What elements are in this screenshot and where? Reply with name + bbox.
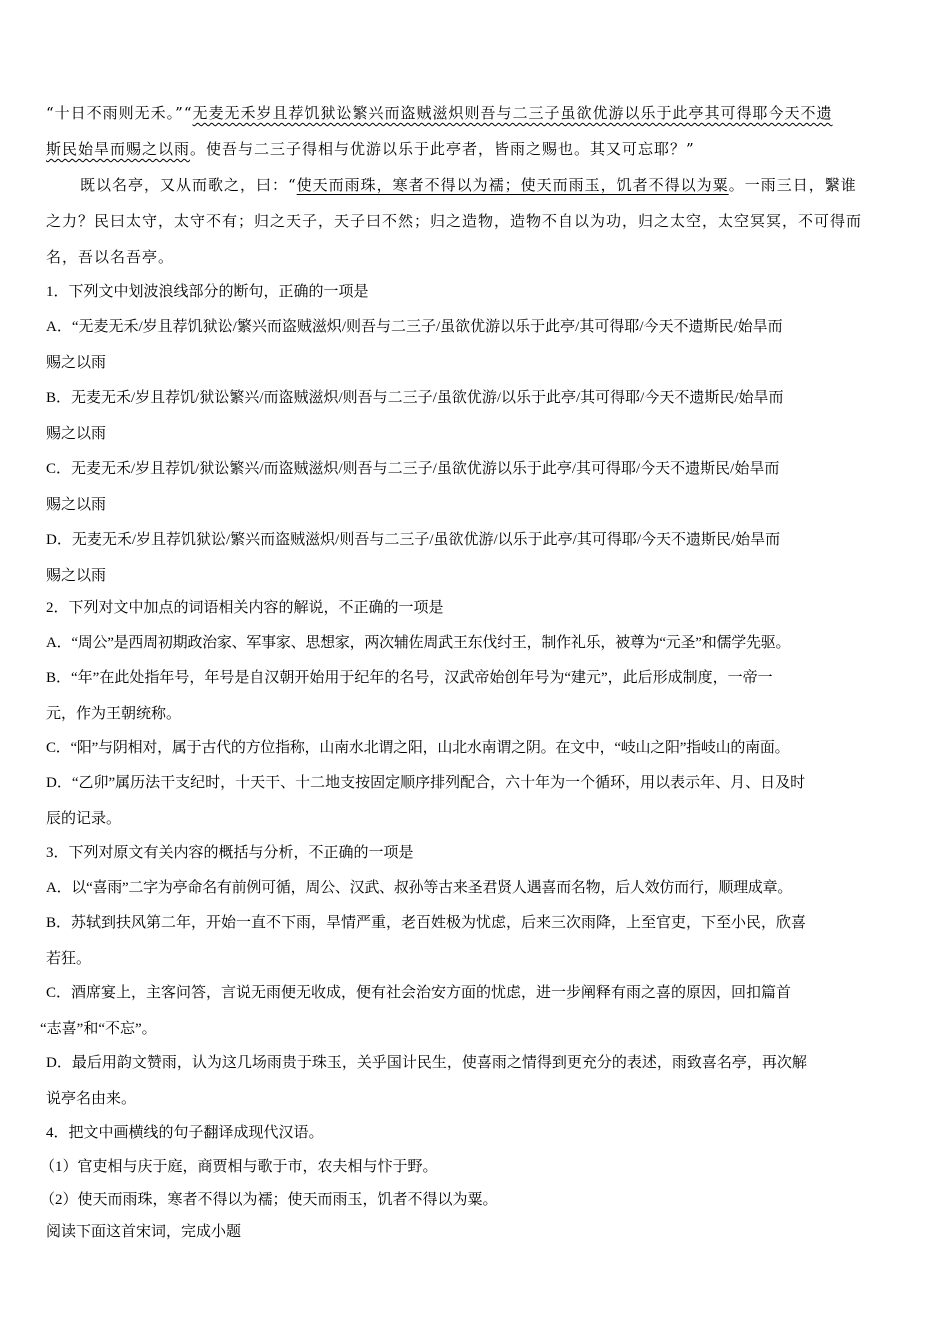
passage-quote-start: “十日不雨则无禾。”“ <box>46 104 193 122</box>
passage-underlined-sentence: 使天而雨珠，寒者不得以为襦；使天而雨玉，饥者不得以为粟 <box>296 176 729 194</box>
q3-option-c: C．酒席宴上，主客问答，言说无雨便无收成，便有社会治安方面的忧虑，进一步阐释有雨之喜的原因，回扣篇首 <box>46 985 792 1001</box>
passage-line-5: 名，吾以名吾亭。 <box>46 248 175 266</box>
q4-sentence-2: （2）使天而雨珠，寒者不得以为襦；使天而雨玉，饥者不得以为粟。 <box>40 1192 498 1208</box>
q2-option-b-cont: 元，作为王朝统称。 <box>46 706 182 722</box>
q2-option-d: D．“乙卯”属历法干支纪时，十天干、十二地支按固定顺序排列配合，六十年为一个循环，用以表示年、月、日及时 <box>46 775 806 791</box>
q1-option-c-cont: 赐之以雨 <box>46 497 107 513</box>
q1-option-a: A．“无麦无禾/岁且荐饥狱讼/繁兴而盗贼滋炽/则吾与二三子/虽欲优游以乐于此亭/其可得耶/今天不遗斯民/始旱而 <box>46 319 783 335</box>
passage-line-1 <box>46 103 833 123</box>
q1-option-b-cont: 赐之以雨 <box>46 426 107 442</box>
q2-option-d-cont: 辰的记录。 <box>46 811 122 827</box>
q2-option-b: B．“年”在此处指年号，年号是自汉朝开始用于纪年的名号，汉武帝始创年号为“建元”，此后形成制度，一帝一 <box>46 670 773 686</box>
q3-stem: 3．下列对原文有关内容的概括与分析，不正确的一项是 <box>46 845 414 861</box>
passage-wavy-sentence: 无麦无禾岁且荐饥狱讼繁兴而盗贼滋炽则吾与二三子虽欲优游以乐于此亭其可得耶今天不遗 <box>192 104 833 122</box>
q1-option-c: C．无麦无禾/岁且荐饥/狱讼繁兴/而盗贼滋炽/则吾与二三子/虽欲优游以乐于此亭/其可得耶/今天不遗斯民/始旱而 <box>46 461 780 477</box>
q4-stem: 4．把文中画横线的句子翻译成现代汉语。 <box>46 1125 324 1141</box>
next-section-intro: 阅读下面这首宋词，完成小题 <box>46 1224 242 1240</box>
passage-line-2-rest: 。使吾与二三子得相与优游以乐于此亭者，皆雨之赐也。其又可忘耶？” <box>190 140 695 158</box>
q1-stem: 1．下列文中划波浪线部分的断句，正确的一项是 <box>46 284 369 300</box>
q3-option-d-cont: 说亭名由来。 <box>46 1091 137 1107</box>
q1-option-b: B．无麦无禾/岁且荐饥/狱讼繁兴/而盗贼滋炽/则吾与二三子/虽欲优游/以乐于此亭/其可得耶/今天不遗斯民/始旱而 <box>46 390 784 406</box>
q2-option-c: C．“阳”与阴相对，属于古代的方位指称，山南水北谓之阳，山北水南谓之阴。在文中，“岐山之阳”指岐山的南面。 <box>46 740 790 756</box>
passage-line-3-end: 。一雨三日，繄谁 <box>728 176 857 194</box>
q1-option-a-cont: 赐之以雨 <box>46 355 107 371</box>
q2-stem: 2．下列对文中加点的词语相关内容的解说，不正确的一项是 <box>46 600 444 616</box>
passage-line-4: 之力？民曰太守，太守不有；归之天子，天子曰不然；归之造物，造物不自以为功，归之太空，太空冥冥，不可得而 <box>46 212 863 230</box>
passage-wavy-sentence-end: 斯民始旱而赐之以雨 <box>46 140 191 158</box>
q3-option-a: A．以“喜雨”二字为亭命名有前例可循，周公、汉武、叔孙等古来圣君贤人遇喜而名物，后人效仿而行，顺理成章。 <box>46 880 793 896</box>
q3-option-c-cont: “志喜”和“不忘”。 <box>40 1021 157 1037</box>
q3-option-b: B．苏轼到扶风第二年，开始一直不下雨，旱情严重，老百姓极为忧虑，后来三次雨降，上至官吏，下至小民，欣喜 <box>46 915 807 931</box>
q1-option-d-cont: 赐之以雨 <box>46 568 107 584</box>
passage-line-3-start: 既以名亭，又从而歌之，曰：“ <box>80 176 297 194</box>
q3-option-d: D．最后用韵文赞雨，认为这几场雨贵于珠玉，关乎国计民生，使喜雨之情得到更充分的表述，雨致喜名亭，再次解 <box>46 1055 807 1071</box>
q4-sentence-1: （1）官吏相与庆于庭，商贾相与歌于市，农夫相与忭于野。 <box>40 1159 438 1175</box>
q2-option-a: A．“周公”是西周初期政治家、军事家、思想家，两次辅佐周武王东伐纣王，制作礼乐，被尊为“元圣”和儒学先驱。 <box>46 635 791 651</box>
passage-line-2 <box>46 139 695 159</box>
passage-line-3 <box>80 175 857 195</box>
q3-option-b-cont: 若狂。 <box>46 951 92 967</box>
q1-option-d: D．无麦无禾/岁且荐饥狱讼/繁兴而盗贼滋炽/则吾与二三子/虽欲优游/以乐于此亭/其可得耶/今天不遗斯民/始旱而 <box>46 532 781 548</box>
